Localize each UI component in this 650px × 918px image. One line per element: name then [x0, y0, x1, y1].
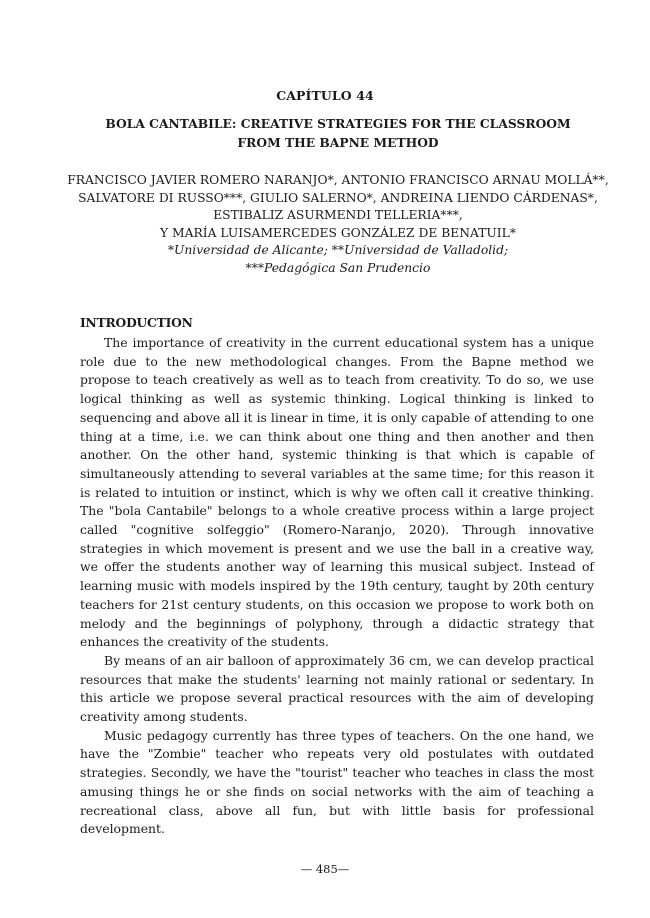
section-heading: INTRODUCTION	[80, 315, 193, 330]
chapter-label: CAPÍTULO 44	[276, 88, 374, 103]
author-line: Y MARÍA LUISAMERCEDES GONZÁLEZ DE BENATUIL*	[160, 225, 516, 240]
author-block	[60, 172, 616, 277]
paragraph: By means of an air balloon of approximately 36 cm, we can develop practical resources that make the students' learning not mainly rational or sedentary. In this article we propose several practical resources with the aim of developing creativity among students.	[80, 652, 594, 725]
chapter-title: BOLA CANTABILE: CREATIVE STRATEGIES FOR THE CLASSROOM FROM THE BAPNE METHOD	[105, 116, 571, 150]
paragraph: The importance of creativity in the current educational system has a unique role due to the new methodological changes. From the Bapne method we propose to teach creatively as well as to teach from creativity. To do so, we use logical thinking as well as systemic thinking. Logical thinking is linked to sequencing and above all it is linear in time, it is only capable of attending to one thing at a time, i.e. we can think about one thing and then another and then another. On the other hand, systemic thinking is that which is capable of simultaneously attending to several variables at the same time; for this reason it is related to intuition or instinct, which is why we often call it creative thinking. The "bola Cantabile" belongs to a whole creative process within a large project called "cognitive solfeggio" (Romero-Naranjo, 2020). Through innovative strategies in which movement is present and we use the ball in a creative way, we offer the students another way of learning this musical subject. Instead of learning music with models inspired by the 19th century, taught by 20th century teachers for 21st century students, on this occasion we propose to work both on melody and the beginnings of polyphony, through a didactic strategy that enhances the creativity of the students.	[80, 335, 594, 650]
author-line: FRANCISCO JAVIER ROMERO NARANJO*, ANTONIO FRANCISCO ARNAU MOLLÁ**,	[67, 173, 609, 187]
paragraph: Music pedagogy currently has three types of teachers. On the one hand, we have the "Zombie" teacher who repeats very old postulates with outdated strategies. Secondly, we have the "tourist" teacher who teaches in class the most amusing things he or she finds on social networks with the aim of teaching a recreational class, above all fun, but with little basis for professional development.	[80, 727, 594, 837]
author-line: ESTIBALIZ ASURMENDI TELLERIA***,	[213, 208, 463, 222]
body-text	[80, 334, 594, 839]
affiliation-line: ***Pedagógica San Prudencio	[245, 260, 431, 275]
author-line: SALVATORE DI RUSSO***, GIULIO SALERNO*, ANDREINA LIENDO CÁRDENAS*,	[78, 190, 598, 205]
page-number: — 485—	[300, 862, 350, 876]
affiliation-line: *Universidad de Alicante; **Universidad de Valladolid;	[167, 243, 509, 257]
